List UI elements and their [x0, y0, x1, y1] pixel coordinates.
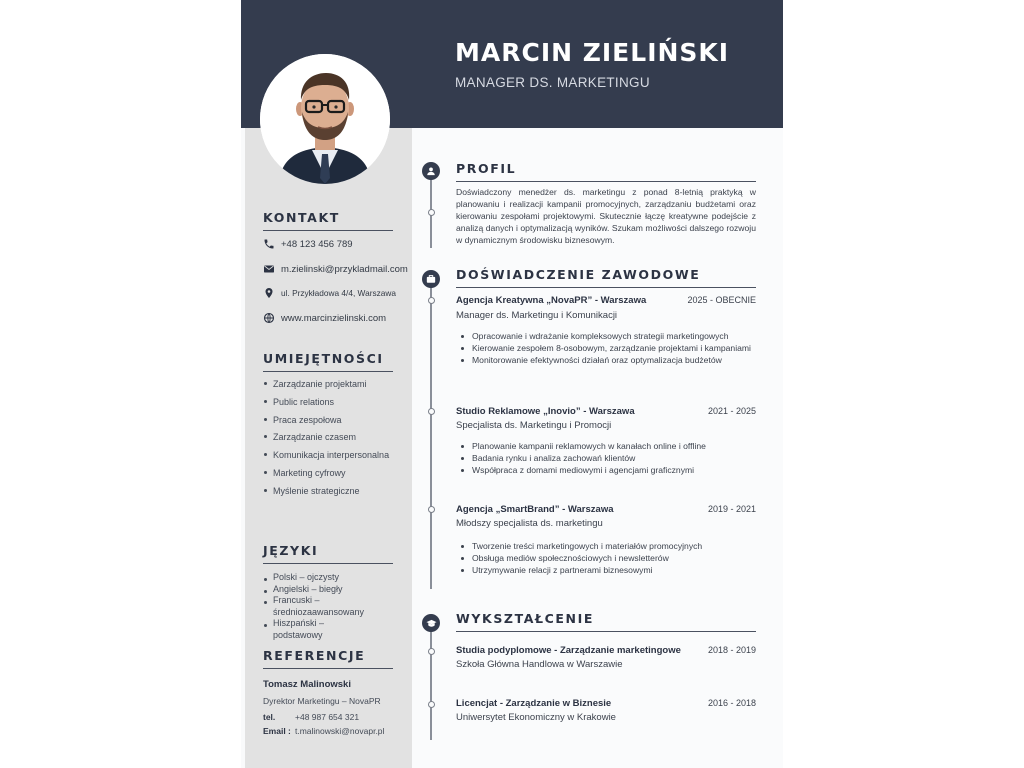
timeline-dot [428, 648, 435, 655]
sidebar [245, 128, 412, 768]
references-heading: REFERENCJE [263, 648, 393, 669]
experience-bullet: Opracowanie i wdrażanie kompleksowych strategii marketingowych [456, 330, 756, 342]
globe-icon [263, 312, 275, 324]
timeline-dot [428, 297, 435, 304]
phone-icon [263, 238, 275, 250]
timeline-dot [428, 408, 435, 415]
person-icon [422, 162, 440, 180]
experience-heading: DOŚWIADCZENIE ZAWODOWE [456, 267, 756, 288]
contact-email-text: m.zielinski@przykladmail.com [281, 263, 408, 275]
education-heading: WYKSZTAŁCENIE [456, 611, 756, 632]
experience-entry-header [456, 406, 756, 417]
experience-bullets [456, 330, 756, 366]
reference-phone-label: tel. [263, 712, 276, 722]
experience-entry-header [456, 295, 756, 306]
experience-entry-header [456, 504, 756, 515]
language-item: Angielski – biegły [263, 584, 375, 596]
candidate-name: MARCIN ZIELIŃSKI [455, 38, 730, 67]
languages-heading: JĘZYKI [263, 543, 393, 564]
skills-list [263, 376, 403, 501]
contact-heading: KONTAKT [263, 210, 393, 231]
experience-role: Specjalista ds. Marketingu i Promocji [456, 420, 612, 431]
contact-phone [263, 237, 353, 251]
contact-phone-text: +48 123 456 789 [281, 238, 353, 250]
experience-role: Młodszy specjalista ds. marketingu [456, 518, 603, 529]
experience-bullet: Badania rynku i analiza zachowań klientów [456, 452, 756, 464]
skills-heading: UMIEJĘTNOŚCI [263, 351, 393, 372]
timeline-dot [428, 701, 435, 708]
experience-bullet: Monitorowanie efektywności działań oraz optymalizacja budżetów [456, 354, 756, 366]
profile-heading: PROFIL [456, 161, 756, 182]
mail-icon [263, 263, 275, 275]
profile-text: Doświadczony menedżer ds. marketingu z ponad 8-letnią praktyką w planowaniu i realizacji kampanii promocyjnych, zarządzaniu budżetami oraz kierowaniu zespołami projektowymi. Skutecznie łączę kreatywne podejście z analizą danych i optymalizacją wyników. Szukam możliwości dalszego rozwoju w dynamicznym środowisku biznesowym. [456, 187, 756, 245]
experience-bullet: Kierowanie zespołem 8-osobowym, zarządzanie projektami i kampaniami [456, 342, 756, 354]
contact-website [263, 311, 386, 325]
experience-bullet: Utrzymywanie relacji z partnerami biznesowymi [456, 564, 756, 576]
experience-date: 2025 - OBECNIE [687, 295, 756, 305]
education-degree: Licencjat - Zarządzanie w Biznesie [456, 698, 612, 709]
experience-bullet: Tworzenie treści marketingowych i materiałów promocyjnych [456, 540, 756, 552]
experience-bullets [456, 540, 756, 576]
location-icon [263, 287, 275, 299]
timeline-dot [428, 209, 435, 216]
reference-phone [263, 712, 359, 722]
education-school: Uniwersytet Ekonomiczny w Krakowie [456, 712, 616, 723]
contact-address-text: ul. Przykładowa 4/4, Warszawa [281, 288, 396, 298]
reference-email-text: t.malinowski@novapr.pl [295, 726, 385, 736]
profile-photo [260, 54, 390, 184]
education-date: 2016 - 2018 [707, 698, 756, 708]
reference-email [263, 726, 384, 736]
timeline-dot [428, 506, 435, 513]
skill-item: Marketing cyfrowy [263, 465, 403, 483]
main-content [412, 128, 783, 768]
experience-bullets [456, 440, 756, 476]
experience-company: Agencja Kreatywna „NovaPR” - Warszawa [456, 295, 647, 306]
education-entry-header [456, 698, 756, 709]
skill-item: Myślenie strategiczne [263, 483, 403, 501]
language-item: Polski – ojczysty [263, 572, 375, 584]
candidate-title: MANAGER DS. MARKETINGU [455, 75, 650, 90]
reference-phone-text: +48 987 654 321 [295, 712, 360, 722]
language-item: Hiszpański – podstawowy [263, 618, 375, 641]
graduation-cap-icon [422, 614, 440, 632]
skill-item: Zarządzanie projektami [263, 376, 403, 394]
reference-email-label: Email : [263, 726, 291, 736]
skill-item: Praca zespołowa [263, 412, 403, 430]
experience-role: Manager ds. Marketingu i Komunikacji [456, 310, 618, 321]
experience-bullet: Współpraca z domami mediowymi i agencjami graficznymi [456, 464, 756, 476]
education-school: Szkoła Główna Handlowa w Warszawie [456, 659, 623, 670]
experience-date: 2021 - 2025 [707, 406, 756, 416]
contact-website-text: www.marcinzielinski.com [281, 312, 387, 324]
languages-list [263, 572, 375, 641]
reference-position: Dyrektor Marketingu – NovaPR [263, 696, 381, 706]
resume-page [241, 0, 783, 768]
reference-name: Tomasz Malinowski [263, 679, 351, 690]
timeline-line [430, 630, 432, 740]
experience-date: 2019 - 2021 [707, 504, 756, 514]
briefcase-icon [422, 270, 440, 288]
education-entry-header [456, 645, 756, 656]
education-date: 2018 - 2019 [707, 645, 756, 655]
contact-address [263, 286, 396, 300]
skill-item: Komunikacja interpersonalna [263, 447, 403, 465]
experience-company: Agencja „SmartBrand” - Warszawa [456, 504, 614, 515]
skill-item: Public relations [263, 394, 403, 412]
language-item: Francuski – średniozaawansowany [263, 595, 375, 618]
experience-bullet: Obsługa mediów społecznościowych i newsletterów [456, 552, 756, 564]
experience-company: Studio Reklamowe „Inovio” - Warszawa [456, 406, 635, 417]
education-degree: Studia podyplomowe - Zarządzanie marketingowe [456, 645, 681, 656]
skill-item: Zarządzanie czasem [263, 429, 403, 447]
contact-email [263, 262, 408, 276]
experience-bullet: Planowanie kampanii reklamowych w kanałach online i offline [456, 440, 756, 452]
timeline-line [430, 281, 432, 589]
